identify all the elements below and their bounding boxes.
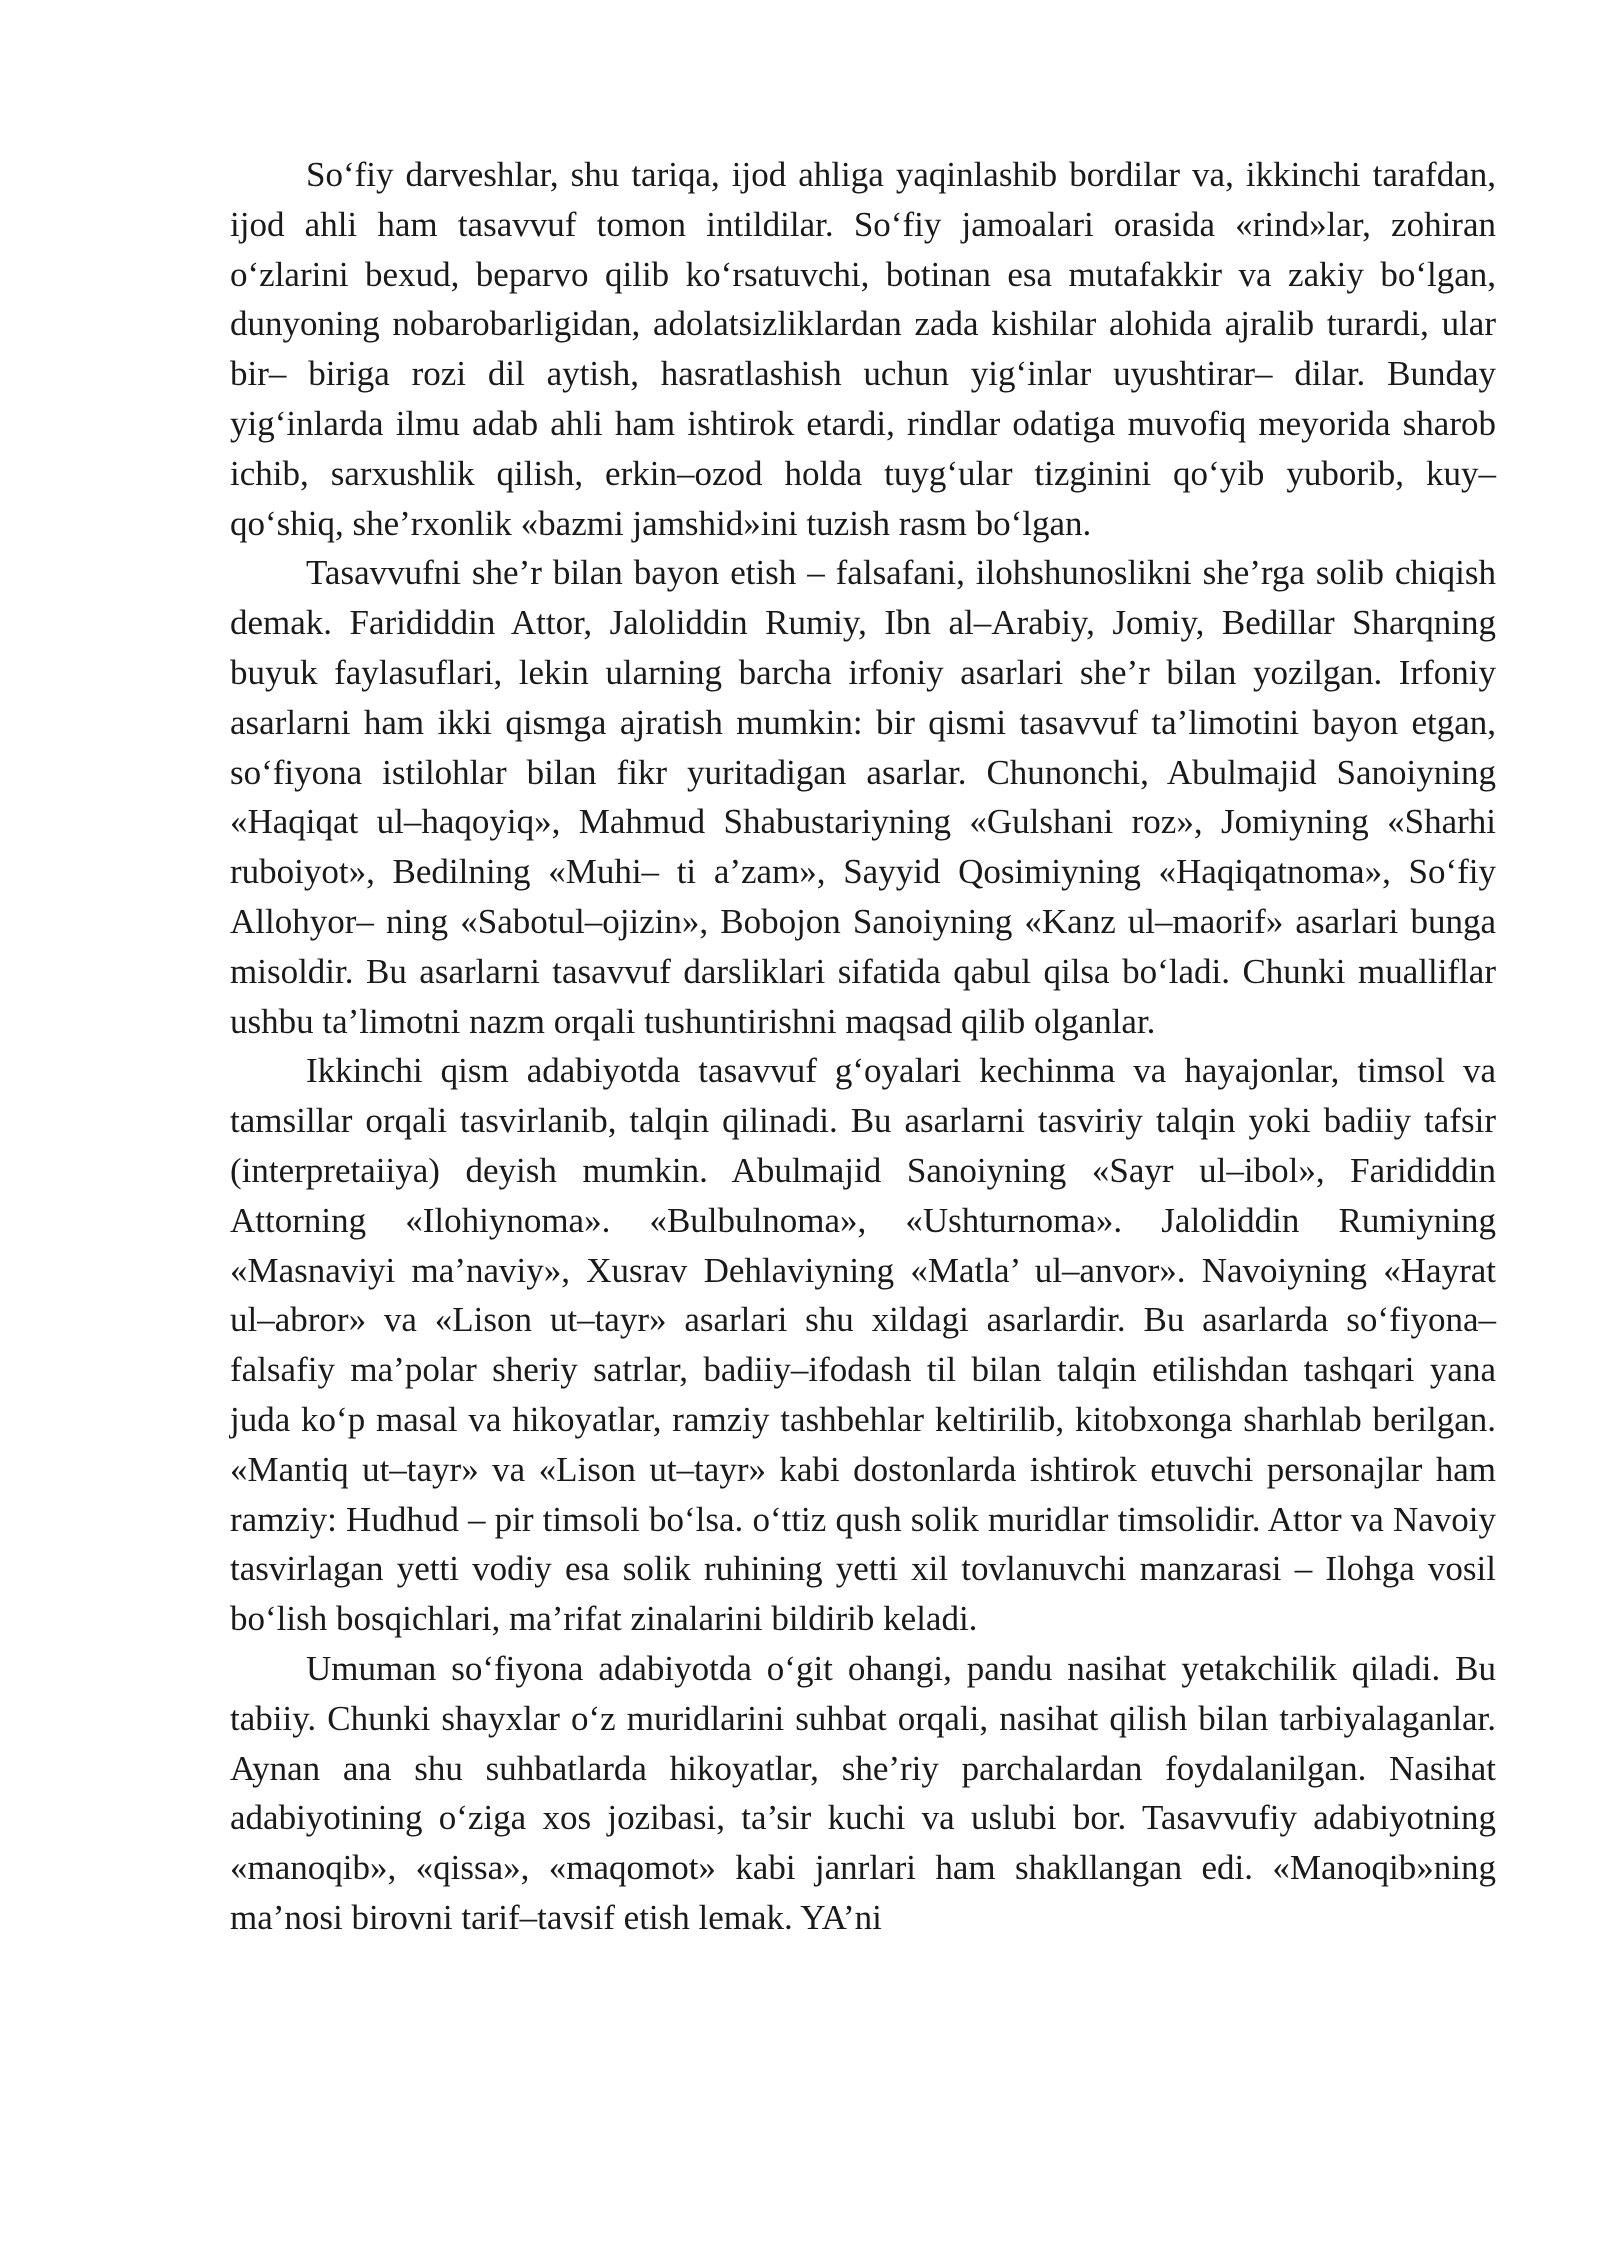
paragraph-3: Ikkinchi qism adabiyotda tasavvuf g‘oyalari kechinma va hayajonlar, timsol va tamsillar orqali tasvirlanib, talqin qilinadi. Bu asarlarni tasviriy talqin yoki badiiy tafsir (interpretaiiya) deyish mumkin. Abulmajid Sanoiyning «Sayr ul–ibol», Farididdin Attorning «Ilohiynoma». «Bulbulnoma», «Ushturnoma». Jaloliddin Rumiyning «Masnaviyi ma’naviy», Xusrav Dehlaviyning «Matla’ ul–anvor». Navoiyning «Hayrat ul–abror» va «Lison ut–tayr» asarlari shu xildagi asarlardir. Bu asarlarda so‘fiyona–falsafiy ma’polar sheriy satrlar, badiiy–ifodash til bilan talqin etilishdan tashqari yana juda ko‘p masal va hikoyatlar, ramziy tashbehlar keltirilib, kitobxonga sharhlab berilgan. «Mantiq ut–tayr» va «Lison ut–tayr» kabi dostonlarda ishtirok etuvchi personajlar ham ramziy: Hudhud – pir timsoli bo‘lsa. o‘ttiz qush solik muridlar timsolidir. Attor va Navoiy tasvirlagan yetti vodiy esa solik ruhining yetti xil tovlanuvchi manzarasi – Ilohga vosil bo‘lish bosqichlari, ma’rifat zinalarini bildirib keladi. xyxy=(230,1051,1496,1639)
body-text xyxy=(230,150,1496,1943)
paragraph-1: So‘fiy darveshlar, shu tariqa, ijod ahliga yaqinlashib bordilar va, ikkinchi tarafdan, ijod ahli ham tasavvuf tomon intildilar. So‘fiy jamoalari orasida «rind»lar, zohiran o‘zlarini bexud, beparvo qilib ko‘rsatuvchi, botinan esa mutafakkir va zakiy bo‘lgan, dunyoning nobarobarligidan, adolatsizliklardan zada kishilar alohida ajralib turardi, ular bir– biriga rozi dil aytish, hasratlashish uchun yig‘inlar uyushtirar– dilar. Bunday yig‘inlarda ilmu adab ahli ham ishtirok etardi, rindlar odatiga muvofiq meyorida sharob ichib, sarxushlik qilish, erkin–ozod holda tuyg‘ular tizginini qo‘yib yuborib, kuy– qo‘shiq, she’rxonlik «bazmi jamshid»ini tuzish rasm bo‘lgan. xyxy=(230,155,1496,543)
paragraph-2: Tasavvufni she’r bilan bayon etish – falsafani, ilohshunoslikni she’rga solib chiqish demak. Farididdin Attor, Jaloliddin Rumiy, Ibn al–Arabiy, Jomiy, Bedillar Sharqning buyuk faylasuflari, lekin ularning barcha irfoniy asarlari she’r bilan yozilgan. Irfoniy asarlarni ham ikki qismga ajratish mumkin: bir qismi tasavvuf ta’limotini bayon etgan, so‘fiyona istilohlar bilan fikr yuritadigan asarlar. Chunonchi, Abulmajid Sanoiyning «Haqiqat ul–haqoyiq», Mahmud Shabustariyning «Gulshani roz», Jomiyning «Sharhi ruboiyot», Bedilning «Muhi– ti a’zam», Sayyid Qosimiyning «Haqiqatnoma», So‘fiy Allohyor– ning «Sabotul–ojizin», Bobojon Sanoiyning «Kanz ul–maorif» asarlari bunga misoldir. Bu asarlarni tasavvuf darsliklari sifatida qabul qilsa bo‘ladi. Chunki mualliflar ushbu ta’limotni nazm orqali tushuntirishni maqsad qilib olganlar. xyxy=(230,553,1496,1041)
paragraph-4: Umuman so‘fiyona adabiyotda o‘git ohangi, pandu nasihat yetakchilik qiladi. Bu tabiiy. Chunki shayxlar o‘z muridlarini suhbat orqali, nasihat qilish bilan tarbiyalaganlar. Aynan ana shu suhbatlarda hikoyatlar, she’riy parchalardan foydalanilgan. Nasihat adabiyotining o‘ziga xos jozibasi, ta’sir kuchi va uslubi bor. Tasavvufiy adabiyotning «manoqib», «qissa», «maqomot» kabi janrlari ham shakllangan edi. «Manoqib»ning ma’nosi birovni tarif–tavsif etish lemak. YA’ni xyxy=(230,1648,1496,1937)
